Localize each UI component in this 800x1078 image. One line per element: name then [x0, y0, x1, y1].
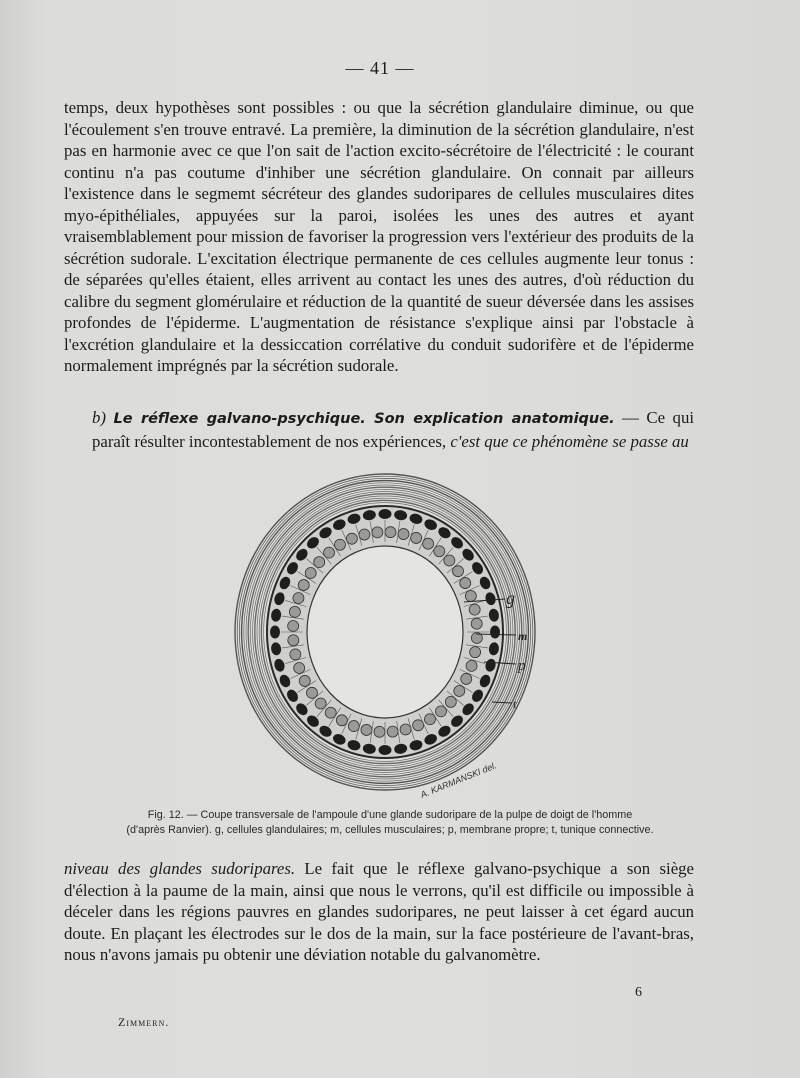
glandular-cell-nucleus: [336, 715, 347, 726]
illustrator-signature: A. KARMANSKI del.: [419, 760, 498, 800]
label-p: p: [518, 658, 526, 674]
glandular-cell-nucleus: [346, 533, 357, 544]
glandular-cell-nucleus: [334, 539, 345, 550]
glandular-cell-nucleus: [372, 527, 383, 538]
muscle-cell-nucleus: [379, 745, 392, 755]
paragraph-2-text: [64, 407, 694, 452]
glandular-cell-nucleus: [288, 621, 299, 632]
glandular-cell-nucleus: [293, 593, 304, 604]
glandular-cell-nucleus: [374, 726, 385, 737]
muscle-cell-nucleus: [270, 626, 280, 639]
footer-author: Zimmern.: [118, 1015, 170, 1029]
glandular-cell-nucleus: [454, 686, 465, 697]
glandular-cell-nucleus: [434, 546, 445, 557]
label-m: m: [518, 629, 528, 643]
glandular-cell-nucleus: [314, 557, 325, 568]
glandular-cell-nucleus: [470, 647, 481, 658]
gland-lumen: [307, 546, 463, 718]
glandular-cell-nucleus: [294, 663, 305, 674]
glandular-cell-nucleus: [425, 714, 436, 725]
page-number: — 41 —: [345, 58, 415, 78]
glandular-cell-nucleus: [361, 724, 372, 735]
glandular-cell-nucleus: [466, 660, 477, 671]
glandular-cell-nucleus: [289, 606, 300, 617]
glandular-cell-nucleus: [325, 707, 336, 718]
paragraph-1-text: temps, deux hypothèses sont possibles : ou que la sécrétion glandulaire diminue, ou que l'écoulement s'en trouve entravé. La première, la diminution de la sécrétion glandulaire, n'est pas en harmonie avec ce que l'on sait de l'action excito-sécrétoire de l'électricité : le courant continu n'a pas coutume d'inhiber une sécrétion glandulaire. On connait par ailleurs l'existence dans le segmemt sécréteur des glandes sudoripares de cellules musculaires dites myo-épithéliales, appuyées sur la paroi, isolées les unes des autres et ayant vraisemblablement pour mission de favoriser la progression vers l'extérieur des produits de la sécrétion sudorale. L'excitation électrique permanente de ces cellules augmente leur tonus : de séparées qu'elles étaient, elles arrivent au contact les unes des autres, d'où réduction du calibre du segment glomérulaire et réduction de la quantité de sueur déversée dans les assises profondes de l'épiderme. L'augmentation de résistance s'explique ainsi par l'obstacle à l'excrétion glandulaire et la dessiccation corrélative du conduit sudorifère et de l'épiderme normalement imprégnés par la sécrétion sudorale.: [64, 98, 694, 375]
glandular-cell-nucleus: [469, 604, 480, 615]
figure-caption: [70, 808, 710, 838]
glandular-cell-nucleus: [453, 566, 464, 577]
label-g: g: [506, 588, 515, 608]
paragraph-3-emphasis: niveau des glandes sudoripares.: [64, 859, 296, 878]
section-marker: b): [92, 408, 106, 427]
glandular-cell-nucleus: [423, 538, 434, 549]
glandular-cell-nucleus: [305, 567, 316, 578]
paragraph-3-body: Le fait que le réflexe galvano-psychique a son siège d'élection à la paume de la main, ainsi que nous le verrons, qu'il est difficile ou impossible à déceler dans les régions pauvres en glandes sudoripares, ne peut laisser à cet égard aucun doute. En plaçant les électrodes sur le dos de la main, sur la face postérieure de l'avant-bras, nous n'avons jamais pu obtenir une déviation notable du galvanomètre.: [64, 859, 694, 964]
caption-line-2: (d'après Ranvier). g, cellules glandulaires; m, cellules musculaires; p, membrane propre; t, tunique connective.: [126, 824, 654, 836]
section-heading: Le réflexe galvano-psychique. Son explication anatomique.: [113, 411, 615, 427]
figure-sweat-gland-section: [200, 462, 560, 807]
glandular-cell-nucleus: [398, 529, 409, 540]
glandular-cell-nucleus: [471, 618, 482, 629]
glandular-cell-nucleus: [298, 580, 309, 591]
glandular-cell-nucleus: [299, 675, 310, 686]
glandular-cell-nucleus: [290, 649, 301, 660]
paragraph-3-text: [64, 858, 694, 966]
glandular-cell-nucleus: [461, 673, 472, 684]
muscle-cell-nucleus: [490, 626, 500, 639]
label-t: t: [513, 697, 517, 711]
paragraph-2-emphasis: c'est que ce phénomène se passe au: [450, 431, 689, 451]
paragraph-2: [64, 407, 694, 452]
glandular-cell-nucleus: [413, 720, 424, 731]
glandular-cell-nucleus: [306, 687, 317, 698]
glandular-cell-nucleus: [445, 696, 456, 707]
glandular-cell-nucleus: [411, 532, 422, 543]
gland-cross-section-illustration: [200, 462, 560, 807]
footer-signature-mark: 6: [635, 985, 642, 1000]
glandular-cell-nucleus: [288, 635, 299, 646]
paragraph-1: [64, 97, 694, 377]
glandular-cell-nucleus: [400, 724, 411, 735]
glandular-cell-nucleus: [387, 726, 398, 737]
paragraph-2-body: — Ce qui paraît résulter incontestablement de nos expériences,: [92, 408, 694, 451]
glandular-cell-nucleus: [460, 578, 471, 589]
muscle-cell-nucleus: [379, 509, 392, 519]
glandular-cell-nucleus: [385, 527, 396, 538]
glandular-cell-nucleus: [348, 721, 359, 732]
caption-line-1: Fig. 12. — Coupe transversale de l'ampoule d'une glande sudoripare de la pulpe de doigt de l'homme: [147, 809, 633, 821]
glandular-cell-nucleus: [359, 529, 370, 540]
paragraph-3: [64, 858, 694, 966]
glandular-cell-nucleus: [465, 590, 476, 601]
label-leader-line: [492, 702, 512, 703]
